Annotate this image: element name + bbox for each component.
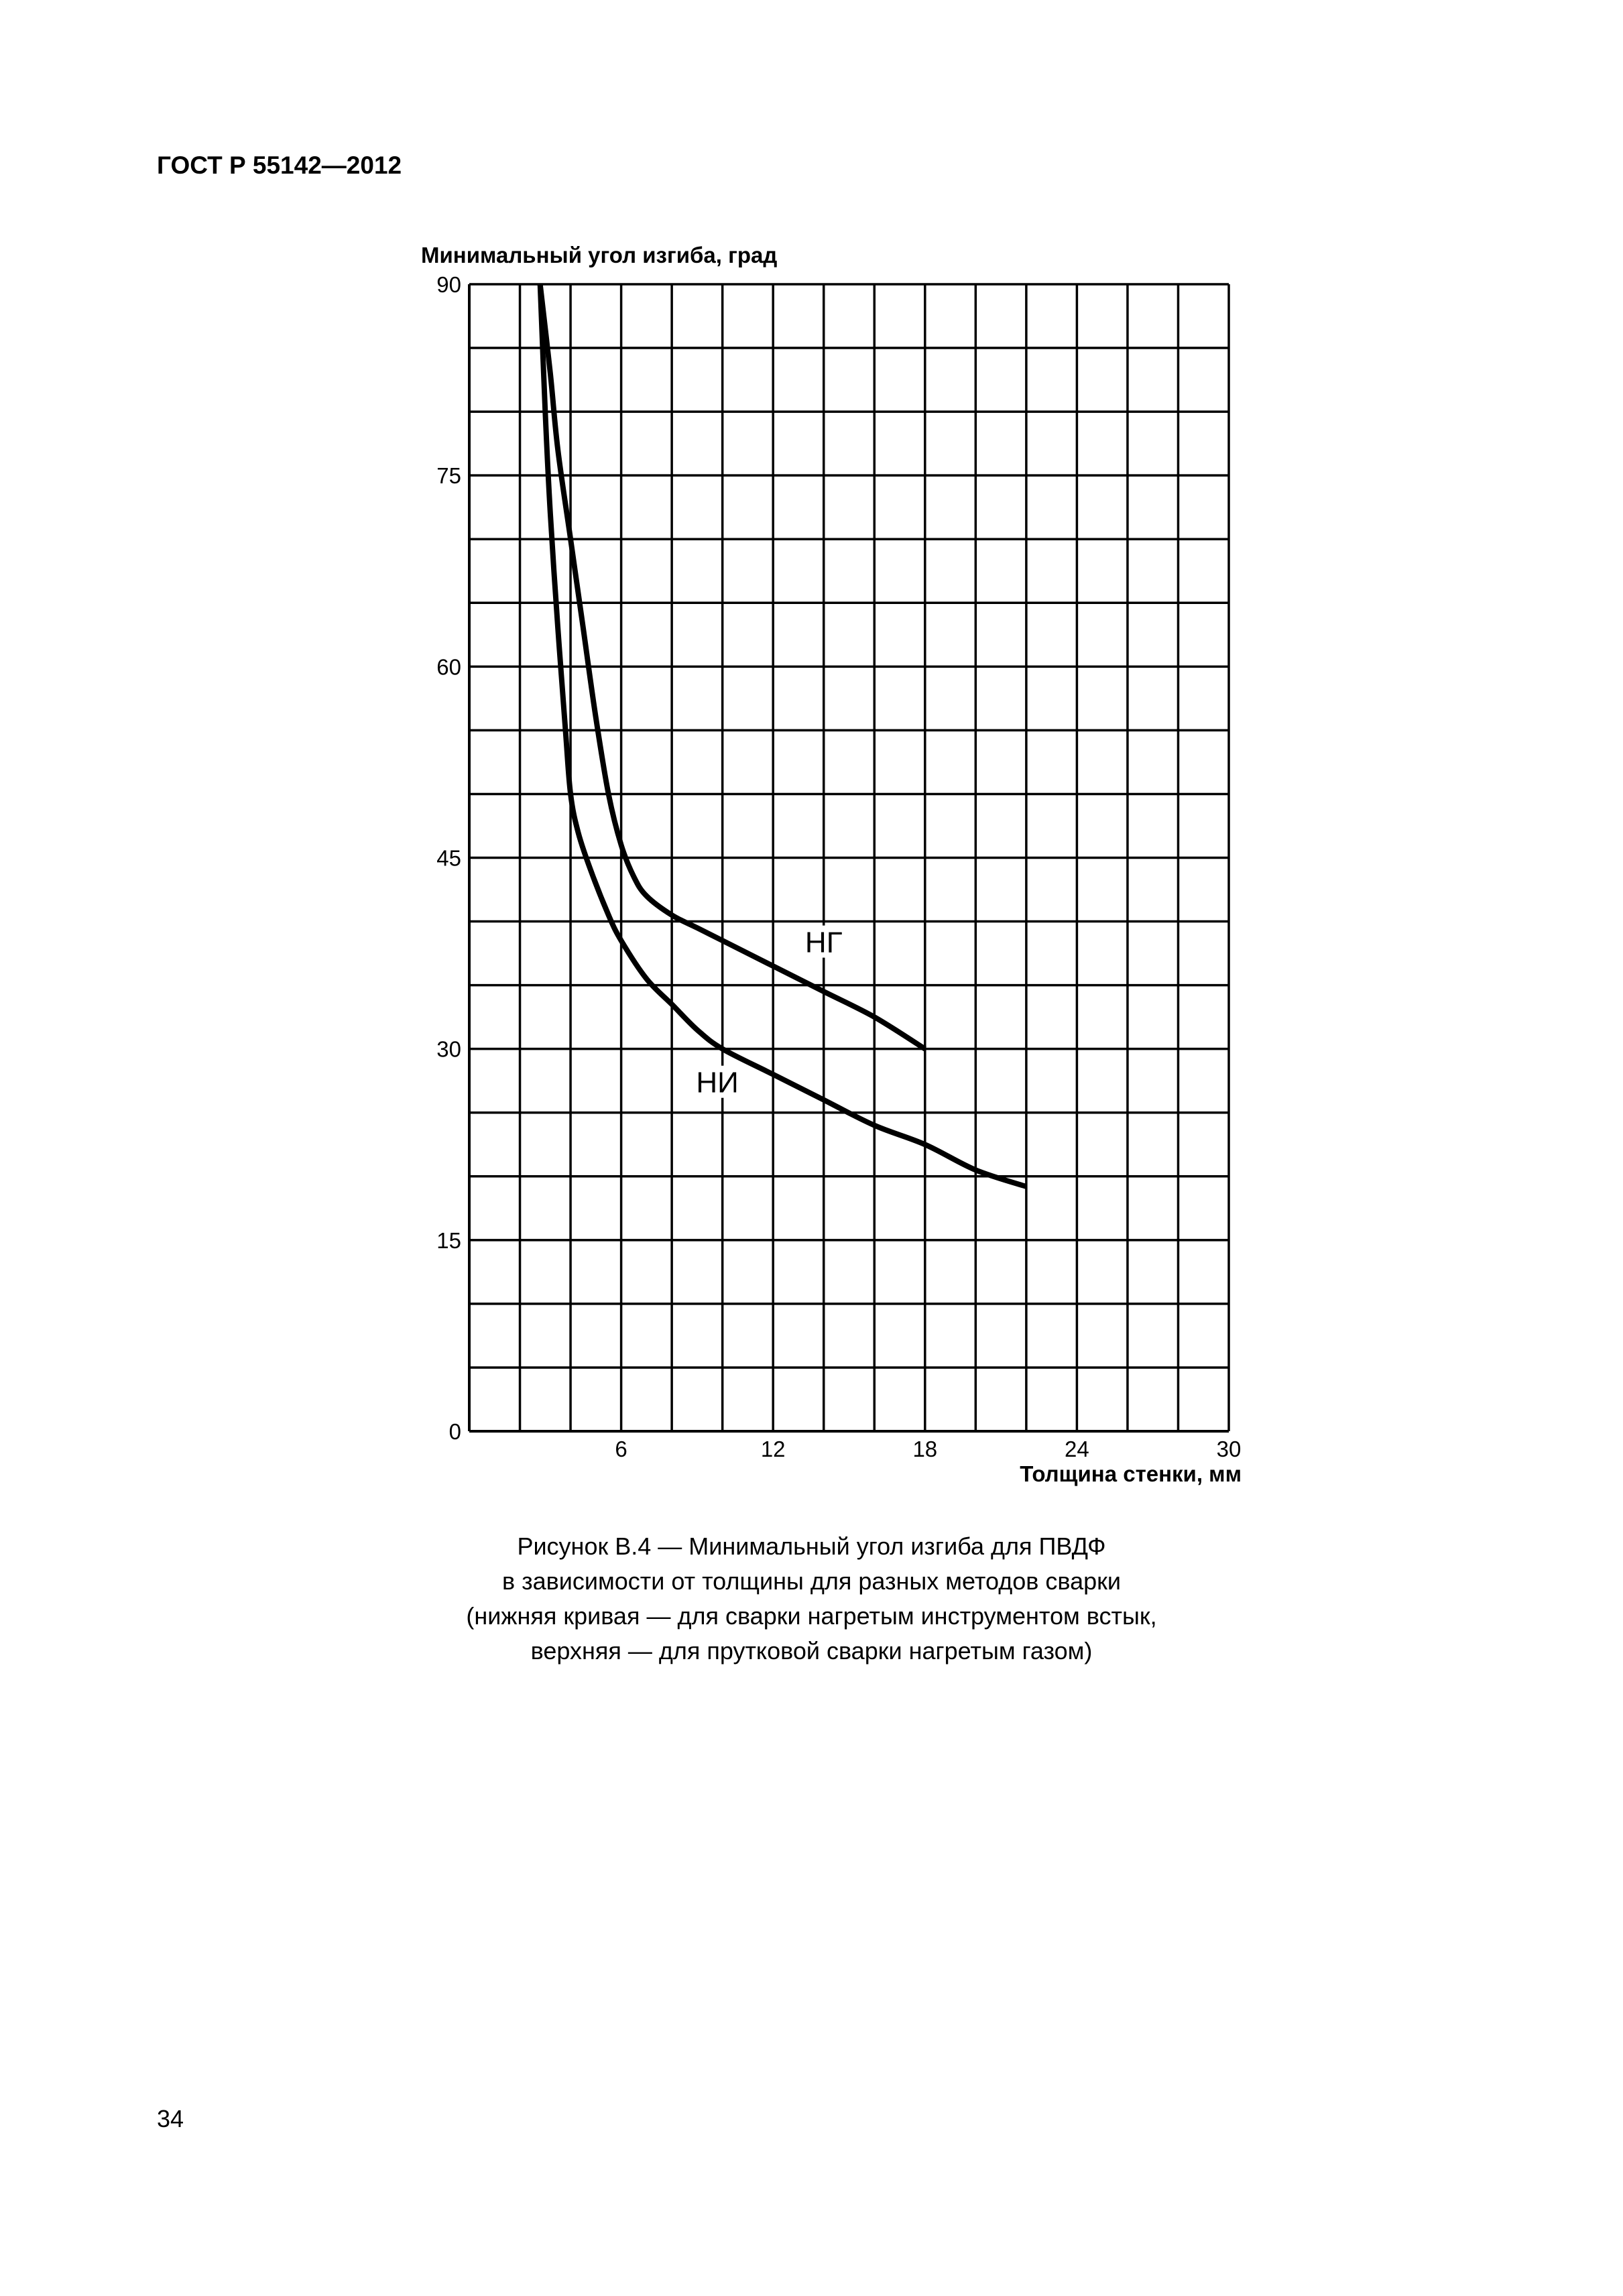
- chart-grid: [469, 284, 1229, 1431]
- series-label: НГ: [804, 926, 843, 959]
- caption-line: верхняя — для прутковой сварки нагретым газом): [530, 1637, 1093, 1665]
- y-tick-label: 60: [436, 654, 461, 680]
- x-tick-label: 18: [912, 1437, 938, 1461]
- y-axis-label: Минимальный угол изгиба, град: [421, 243, 778, 267]
- document-header: ГОСТ Р 55142—2012: [157, 152, 402, 179]
- page-number: 34: [157, 2105, 184, 2132]
- series-label: НИ: [696, 1066, 739, 1099]
- x-tick-label: 30: [1216, 1437, 1242, 1461]
- y-tick-label: 30: [436, 1036, 461, 1062]
- caption-line: (нижняя кривая — для сварки нагретым инструментом встык,: [466, 1602, 1157, 1630]
- caption-line: Рисунок В.4 — Минимальный угол изгиба для ПВДФ: [517, 1532, 1106, 1560]
- x-tick-label: 12: [760, 1437, 786, 1461]
- x-tick-label: 6: [615, 1437, 627, 1461]
- y-tick-label: 15: [436, 1227, 461, 1253]
- x-tick-label: 24: [1065, 1437, 1089, 1461]
- series-line-ni: [540, 284, 1026, 1187]
- y-tick-label: 75: [436, 463, 461, 489]
- caption-line: в зависимости от толщины для разных методов сварки: [502, 1567, 1121, 1595]
- chart-series: [540, 284, 1026, 1187]
- y-tick-label: 90: [436, 272, 461, 297]
- x-axis-label: Толщина стенки, мм: [1020, 1461, 1242, 1486]
- y-tick-label: 0: [448, 1419, 461, 1444]
- figure-caption: [0, 1529, 1623, 1669]
- y-tick-label: 45: [436, 845, 461, 871]
